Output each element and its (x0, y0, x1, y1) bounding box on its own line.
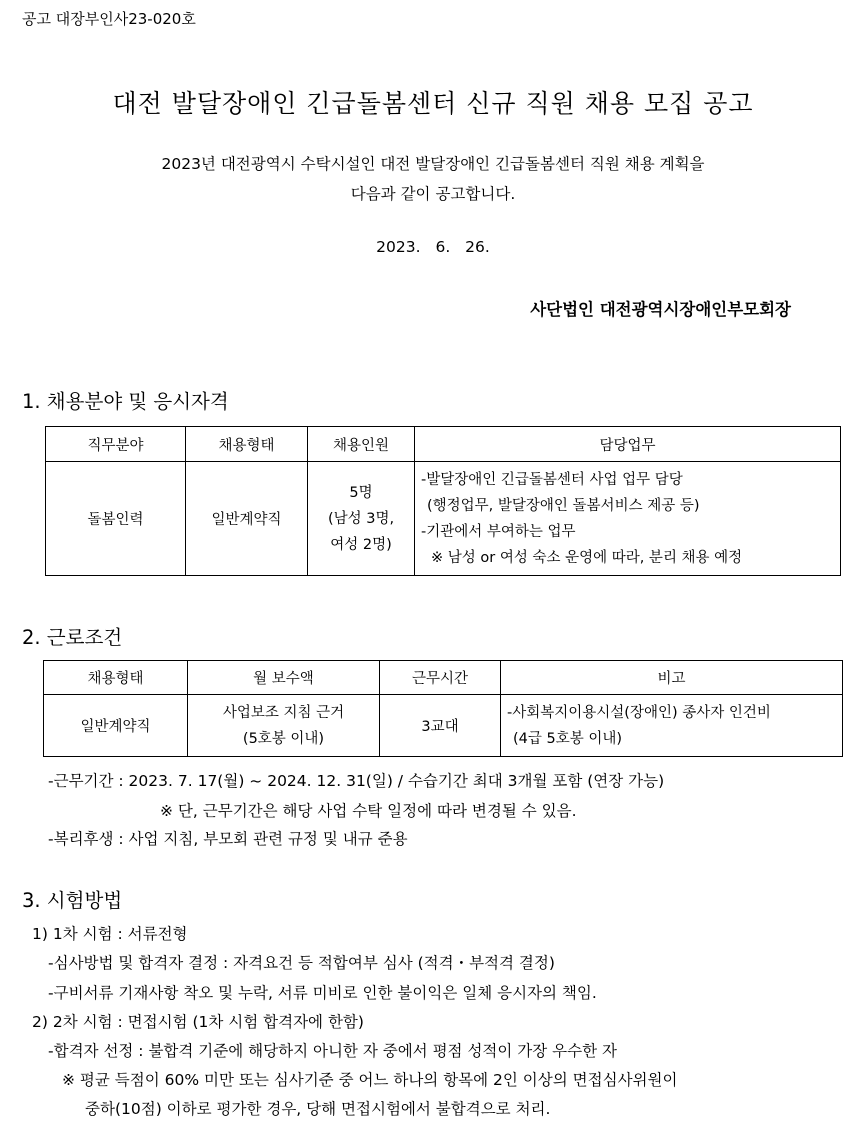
cell-remarks (501, 695, 843, 757)
duty-line-2: (행정업무, 발달장애인 돌봄서비스 제공 등) (427, 497, 700, 514)
cell-duties (415, 462, 841, 576)
first-exam-documents-line: -구비서류 기재사항 착오 및 누락, 서류 미비로 인한 불이익은 일체 응시자의 책임. (48, 984, 597, 1002)
table-header-row (46, 427, 841, 462)
remark-line-1: -사회복지이용시설(장애인) 종사자 인건비 (507, 704, 771, 721)
duty-line-4: ※ 남성 or 여성 숙소 운영에 따라, 분리 채용 예정 (431, 549, 743, 566)
organization-name: 사단법인 대전광역시장애인부모회장 (530, 300, 791, 319)
pay-line-1: 사업보조 지침 근거 (222, 704, 345, 721)
announcement-date: 2023. 6. 26. (376, 238, 490, 256)
first-exam-method-line: -심사방법 및 합격자 결정 : 자격요건 등 적합여부 심사 (적격・부적격 결정) (48, 954, 555, 972)
header-monthly-pay: 월 보수액 (188, 661, 380, 695)
header-remarks: 비고 (501, 661, 843, 695)
header-headcount: 채용인원 (308, 427, 415, 462)
section-2-heading: 2. 근로조건 (22, 626, 123, 649)
header-employment-type: 채용형태 (44, 661, 188, 695)
headcount-line-1: 5명 (349, 484, 373, 501)
section-1-heading: 1. 채용분야 및 응시자격 (22, 390, 229, 413)
work-period-note: ※ 단, 근무기간은 해당 사업 수탁 일정에 따라 변경될 수 있음. (160, 802, 577, 820)
remark-line-2: (4급 5호봉 이내) (513, 730, 623, 747)
section-3-heading: 3. 시험방법 (22, 889, 123, 912)
cell-working-hours: 3교대 (380, 695, 501, 757)
second-exam-line: 2) 2차 시험 : 면접시험 (1차 시험 합격자에 한함) (32, 1013, 364, 1031)
cell-monthly-pay (188, 695, 380, 757)
cell-employment-type: 일반계약직 (44, 695, 188, 757)
working-conditions-table (43, 660, 843, 757)
table-row (46, 462, 841, 576)
intro-line-2: 다음과 같이 공고합니다. (350, 185, 516, 203)
table-row (44, 695, 843, 757)
recruitment-table (45, 426, 841, 576)
second-exam-note-line-2: 중하(10점) 이하로 평가한 경우, 당해 면접시험에서 불합격으로 처리. (85, 1100, 551, 1118)
header-duties: 담당업무 (415, 427, 841, 462)
header-employment-type: 채용형태 (186, 427, 308, 462)
duty-line-3: -기관에서 부여하는 업무 (421, 523, 576, 540)
cell-employment-type: 일반계약직 (186, 462, 308, 576)
intro-line-1: 2023년 대전광역시 수탁시설인 대전 발달장애인 긴급돌봄센터 직원 채용 계획을 (161, 155, 705, 173)
pay-line-2: (5호봉 이내) (242, 730, 325, 747)
document-number: 공고 대장부인사23-020호 (22, 10, 196, 28)
headcount-line-3: 여성 2명) (330, 536, 392, 553)
duty-line-1: -발달장애인 긴급돌봄센터 사업 업무 담당 (421, 471, 683, 488)
header-working-hours: 근무시간 (380, 661, 501, 695)
cell-job-field: 돌봄인력 (46, 462, 186, 576)
header-job-field: 직무분야 (46, 427, 186, 462)
benefits-line: -복리후생 : 사업 지침, 부모회 관련 규정 및 내규 준용 (48, 830, 408, 848)
second-exam-note-line-1: ※ 평균 득점이 60% 미만 또는 심사기준 중 어느 하나의 항목에 2인 이상의 면접심사위원이 (62, 1071, 678, 1089)
second-exam-selection-line: -합격자 선정 : 불합격 기준에 해당하지 아니한 자 중에서 평점 성적이 가장 우수한 자 (48, 1042, 617, 1060)
cell-headcount (308, 462, 415, 576)
first-exam-line: 1) 1차 시험 : 서류전형 (32, 925, 188, 943)
work-period-line: -근무기간 : 2023. 7. 17(월) ~ 2024. 12. 31(일) / 수습기간 최대 3개월 포함 (연장 가능) (48, 772, 665, 790)
headcount-line-2: (남성 3명, (327, 510, 395, 527)
table-header-row (44, 661, 843, 695)
page-title: 대전 발달장애인 긴급돌봄센터 신규 직원 채용 모집 공고 (112, 89, 754, 118)
